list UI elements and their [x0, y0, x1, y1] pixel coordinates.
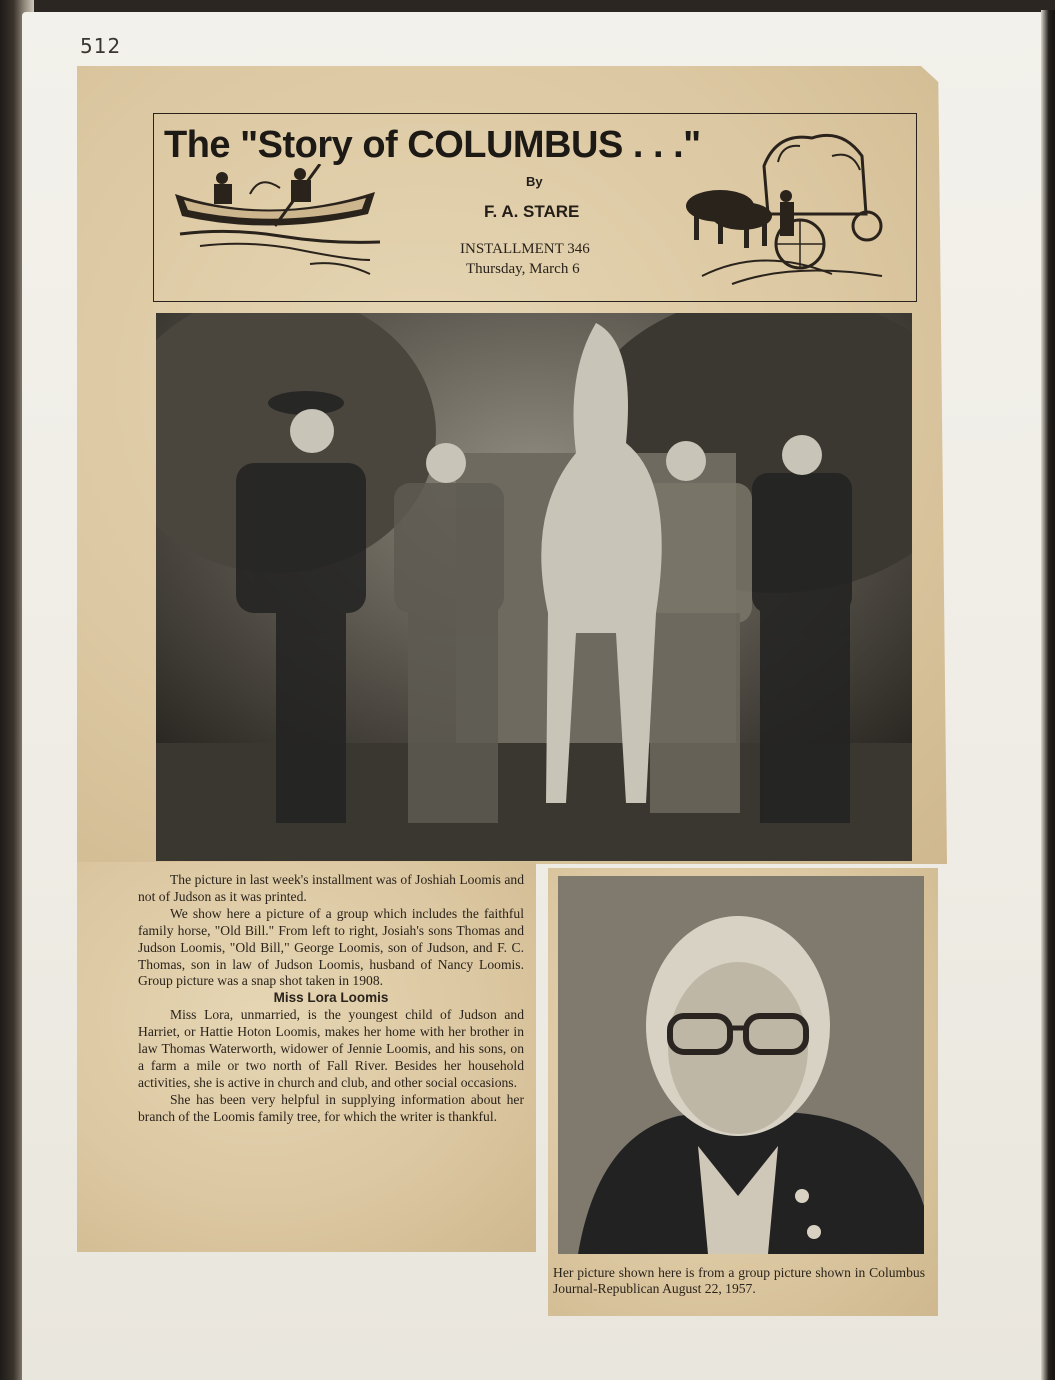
page-number: 512 [80, 34, 122, 58]
masthead-title: The "Story of COLUMBUS . . ." [164, 124, 701, 166]
article-paragraph: Miss Lora, unmarried, is the youngest child of Judson and Harriet, or Hattie Hoton Loomis, makes her home with her brother in law Thomas Waterworth, widower of Jennie Loomis, and his sons, on a farm a mile or two north of Fall River. Besides her household activities, she is active in church and club, and other social occasions. [138, 1007, 524, 1090]
article-paragraph: She has been very helpful in supplying information about her branch of the Loomis family tree, for which the writer is thankful. [138, 1091, 524, 1124]
canoe-illustration [170, 164, 380, 284]
article-paragraph: We show here a picture of a group which includes the faithful family horse, "Old Bill." From left to right, Josiah's sons Thomas and Judson Loomis, "Old Bill," George Loomis, son of Judson, and F. C. Thomas, son in law of Judson Loomis, husband of Nancy Loomis. Group picture was a snap shot taken in 1908. [138, 905, 524, 989]
installment-date: Thursday, March 6 [466, 261, 580, 277]
article-body [138, 872, 524, 1126]
masthead [153, 113, 917, 302]
masthead-by: By [526, 174, 543, 189]
masthead-author: F. A. STARE [484, 202, 580, 221]
portrait-caption: Her picture shown here is from a group picture shown in Columbus Journal-Republican August 22, 1957. [553, 1265, 925, 1296]
article-subheading: Miss Lora Loomis [273, 990, 389, 1006]
group-photo [156, 313, 912, 861]
page-edge [1041, 10, 1055, 1380]
article-paragraph: The picture in last week's installment was of Joshiah Loomis and not of Judson as it was printed. [138, 872, 524, 904]
installment-number: INSTALLMENT 346 [460, 241, 590, 257]
ox-wagon-illustration [682, 126, 902, 286]
portrait-photo [558, 876, 924, 1254]
